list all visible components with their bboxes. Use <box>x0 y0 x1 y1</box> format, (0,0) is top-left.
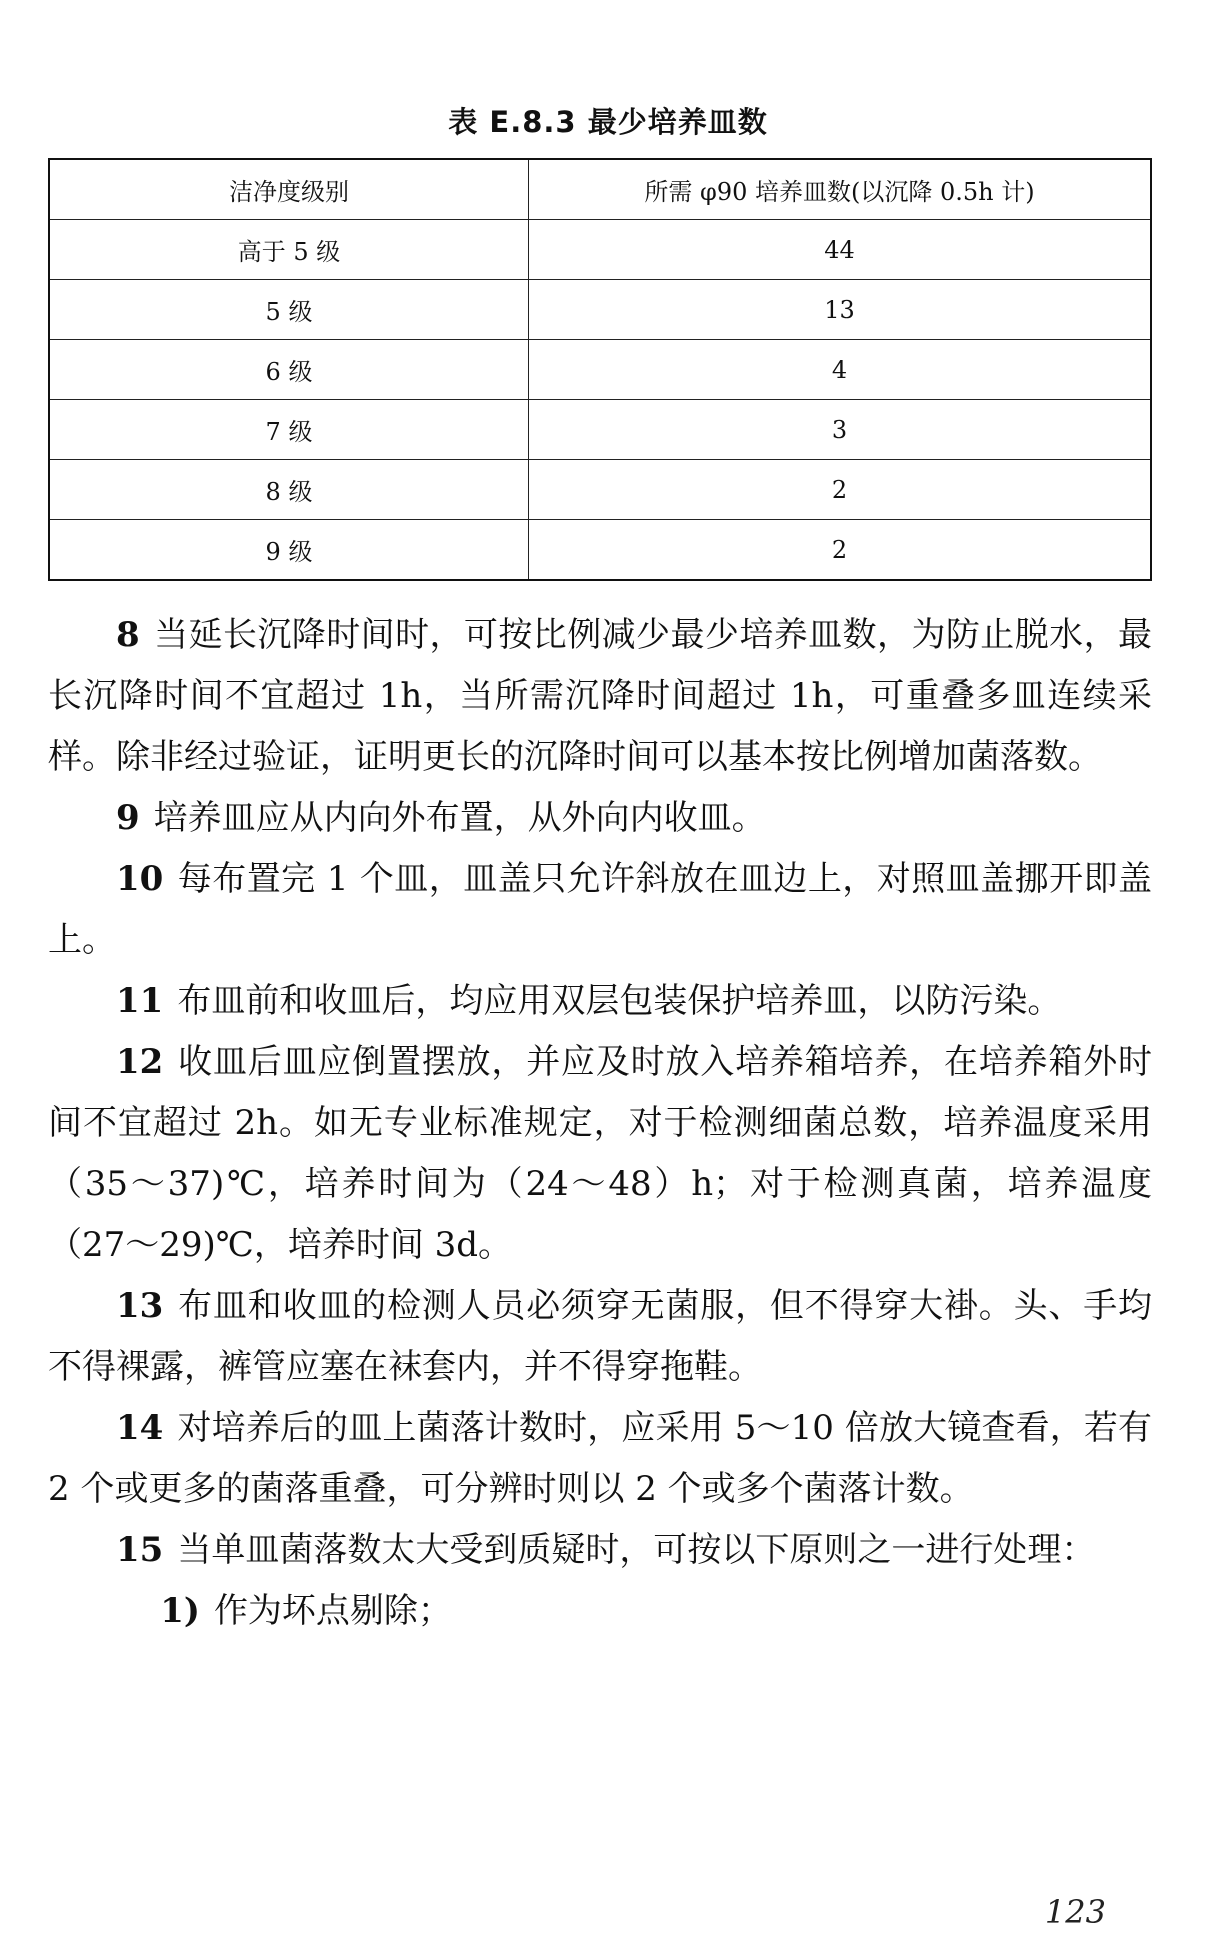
header-dish-count: 所需 φ90 培养皿数(以沉降 0.5h 计) <box>529 159 1152 220</box>
sub-item-text: 作为坏点剔除； <box>213 1591 452 1631</box>
paragraph-number: 10 <box>116 859 164 899</box>
cell-count: 2 <box>529 520 1152 581</box>
page-number: 123 <box>1044 1893 1106 1931</box>
paragraph-text: 布皿前和收皿后，均应用双层包装保护培养皿，以防污染。 <box>177 981 1062 1021</box>
table-header-row <box>49 159 1151 220</box>
cell-count: 2 <box>529 460 1152 520</box>
paragraph-text: 对培养后的皿上菌落计数时，应采用 5～10 倍放大镜查看，若有 2 个或更多的菌落重叠，可分辨时则以 2 个或多个菌落计数。 <box>48 1408 1152 1509</box>
sub-item-number: 1) <box>160 1591 200 1631</box>
table-title: 表 E.8.3 最少培养皿数 <box>448 105 768 139</box>
paragraph-text: 当单皿菌落数太大受到质疑时，可按以下原则之一进行处理： <box>177 1530 1096 1570</box>
cell-count: 44 <box>529 220 1152 280</box>
header-cleanliness-class: 洁净度级别 <box>49 159 529 220</box>
paragraph-15 <box>48 1520 1152 1581</box>
table-row <box>49 400 1151 460</box>
cell-count: 13 <box>529 280 1152 340</box>
paragraph-number: 13 <box>116 1286 164 1326</box>
paragraph-number: 14 <box>116 1408 164 1448</box>
paragraph-number: 15 <box>116 1530 164 1570</box>
cell-count: 3 <box>529 400 1152 460</box>
table-row <box>49 520 1151 581</box>
paragraph-text: 布皿和收皿的检测人员必须穿无菌服，但不得穿大褂。头、手均不得裸露，裤管应塞在袜套内，并不得穿拖鞋。 <box>48 1286 1152 1387</box>
paragraph-text: 培养皿应从内向外布置，从外向内收皿。 <box>153 798 766 838</box>
paragraph-number: 11 <box>116 981 164 1021</box>
cell-class: 8 级 <box>49 460 529 520</box>
paragraph-number: 8 <box>116 615 140 655</box>
paragraph-14 <box>48 1398 1152 1520</box>
cell-class: 9 级 <box>49 520 529 581</box>
paragraph-text: 当延长沉降时间时，可按比例减少最少培养皿数，为防止脱水，最长沉降时间不宜超过 1h，当所需沉降时间超过 1h，可重叠多皿连续采样。除非经过验证，证明更长的沉降时间可以基本按比例增加菌落数。 <box>48 615 1152 777</box>
table-row <box>49 220 1151 280</box>
paragraph-text: 每布置完 1 个皿，皿盖只允许斜放在皿边上，对照皿盖挪开即盖上。 <box>48 859 1152 960</box>
cell-class: 高于 5 级 <box>49 220 529 280</box>
paragraph-11 <box>48 971 1152 1032</box>
paragraph-number: 12 <box>116 1042 164 1082</box>
sub-item-1 <box>48 1581 1152 1642</box>
paragraph-8 <box>48 605 1152 788</box>
paragraph-9 <box>48 788 1152 849</box>
cell-class: 7 级 <box>49 400 529 460</box>
table-row <box>49 340 1151 400</box>
dish-count-table <box>48 158 1152 581</box>
cell-class: 5 级 <box>49 280 529 340</box>
table-row <box>49 280 1151 340</box>
paragraph-10 <box>48 849 1152 971</box>
paragraph-13 <box>48 1276 1152 1398</box>
paragraph-text: 收皿后皿应倒置摆放，并应及时放入培养箱培养，在培养箱外时间不宜超过 2h。如无专业标准规定，对于检测细菌总数，培养温度采用（35～37)℃，培养时间为（24～48）h；对于检测真菌，培养温度（27～29)℃，培养时间 3d。 <box>48 1042 1152 1265</box>
cell-count: 4 <box>529 340 1152 400</box>
body-text <box>48 605 1152 1642</box>
paragraph-12 <box>48 1032 1152 1276</box>
paragraph-number: 9 <box>116 798 140 838</box>
cell-class: 6 级 <box>49 340 529 400</box>
table-row <box>49 460 1151 520</box>
